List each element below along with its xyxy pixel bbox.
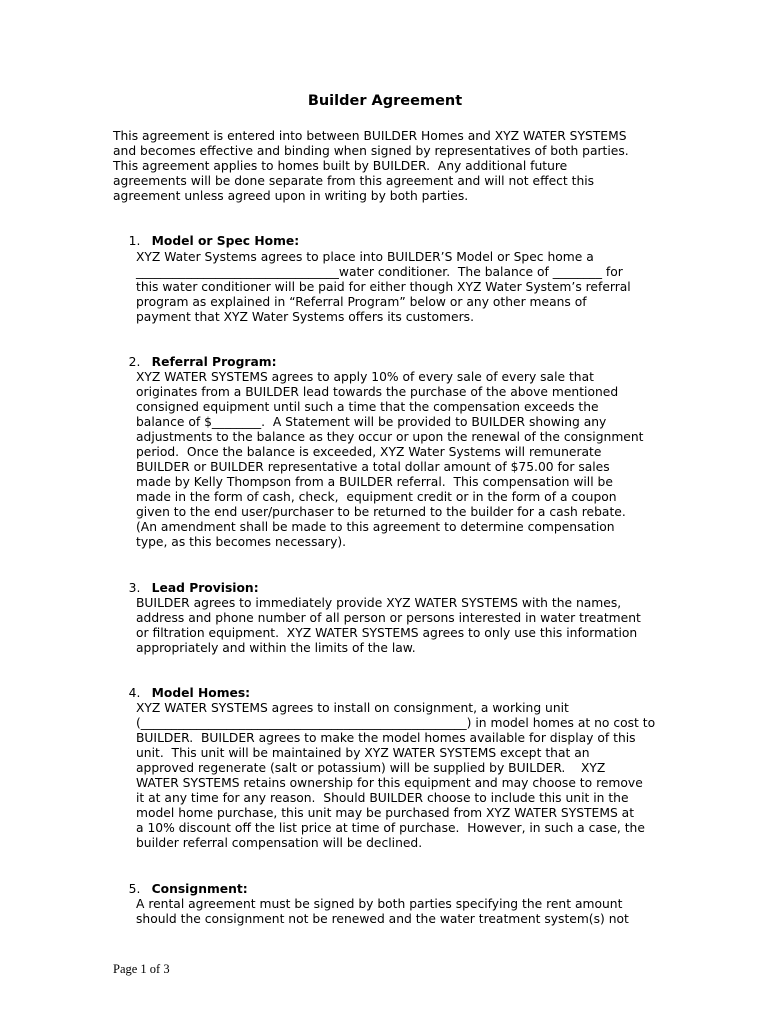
section-line: XYZ WATER SYSTEMS agrees to apply 10% of every sale of every sale that bbox=[136, 370, 594, 384]
section-number: 3. bbox=[128, 581, 141, 595]
section-line: model home purchase, this unit may be purchased from XYZ WATER SYSTEMS at bbox=[136, 806, 635, 820]
section-line: program as explained in “Referral Program” below or any other means of bbox=[136, 295, 587, 309]
section-heading-label: Consignment: bbox=[151, 882, 248, 896]
section-body-model-homes bbox=[136, 701, 655, 851]
document-title: Builder Agreement bbox=[307, 93, 463, 109]
section-line: adjustments to the balance as they occur or upon the renewal of the consignment bbox=[136, 430, 644, 444]
section-body-lead-provision bbox=[136, 596, 641, 656]
section-line: balance of $________. A Statement will be provided to BUILDER showing any bbox=[136, 415, 607, 429]
section-heading-label: Model or Spec Home: bbox=[151, 234, 300, 248]
section-line: XYZ Water Systems agrees to place into BUILDER’S Model or Spec home a bbox=[136, 250, 594, 264]
section-line: type, as this becomes necessary). bbox=[136, 535, 347, 549]
section-line: made in the form of cash, check, equipment credit or in the form of a coupon bbox=[136, 490, 617, 504]
section-body-referral-program bbox=[136, 370, 643, 550]
section-body-model-or-spec-home bbox=[136, 250, 631, 325]
section-number: 5. bbox=[128, 882, 141, 896]
section-line: it at any time for any reason. Should BUILDER choose to include this unit in the bbox=[136, 791, 629, 805]
section-line: BUILDER or BUILDER representative a total dollar amount of $75.00 for sales bbox=[136, 460, 610, 474]
section-line: (An amendment shall be made to this agreement to determine compensation bbox=[136, 520, 615, 534]
section-line: should the consignment not be renewed and the water treatment system(s) not bbox=[136, 912, 629, 926]
section-line: originates from a BUILDER lead towards the purchase of the above mentioned bbox=[136, 385, 619, 399]
section-line: (_____________________________________________________) in model homes at no cost to bbox=[136, 716, 656, 730]
section-line: this water conditioner will be paid for either though XYZ Water System’s referral bbox=[136, 280, 631, 294]
section-line: approved regenerate (salt or potassium) will be supplied by BUILDER. XYZ bbox=[136, 761, 606, 775]
section-heading-label: Referral Program: bbox=[151, 355, 277, 369]
intro-line: and becomes effective and binding when signed by representatives of both parties. bbox=[113, 144, 629, 158]
section-line: given to the end user/purchaser to be returned to the builder for a cash rebate. bbox=[136, 505, 626, 519]
section-line: BUILDER agrees to immediately provide XYZ WATER SYSTEMS with the names, bbox=[136, 596, 622, 610]
section-line: period. Once the balance is exceeded, XYZ Water Systems will remunerate bbox=[136, 445, 602, 459]
page-number-footer: Page 1 of 3 bbox=[113, 962, 170, 976]
section-line: A rental agreement must be signed by both parties specifying the rent amount bbox=[136, 897, 623, 911]
section-line: appropriately and within the limits of the law. bbox=[136, 641, 416, 655]
section-line: builder referral compensation will be declined. bbox=[136, 836, 423, 850]
section-line: XYZ WATER SYSTEMS agrees to install on consignment, a working unit bbox=[136, 701, 569, 715]
section-line: WATER SYSTEMS retains ownership for this equipment and may choose to remove bbox=[136, 776, 643, 790]
section-line: or filtration equipment. XYZ WATER SYSTEMS agrees to only use this information bbox=[136, 626, 638, 640]
section-line: consigned equipment until such a time that the compensation exceeds the bbox=[136, 400, 599, 414]
section-number: 2. bbox=[128, 355, 141, 369]
section-line: unit. This unit will be maintained by XYZ WATER SYSTEMS except that an bbox=[136, 746, 590, 760]
section-heading-label: Model Homes: bbox=[151, 686, 251, 700]
intro-line: This agreement is entered into between BUILDER Homes and XYZ WATER SYSTEMS bbox=[113, 129, 627, 143]
section-line: _________________________________water conditioner. The balance of ________ for bbox=[136, 265, 623, 279]
intro-line: agreement unless agreed upon in writing by both parties. bbox=[113, 189, 469, 203]
section-number: 1. bbox=[128, 234, 141, 248]
section-line: BUILDER. BUILDER agrees to make the model homes available for display of this bbox=[136, 731, 636, 745]
section-line: a 10% discount off the list price at time of purchase. However, in such a case, the bbox=[136, 821, 645, 835]
intro-line: This agreement applies to homes built by BUILDER. Any additional future bbox=[113, 159, 568, 173]
intro-paragraph bbox=[113, 129, 653, 204]
intro-line: agreements will be done separate from this agreement and will not effect this bbox=[113, 174, 595, 188]
section-line: payment that XYZ Water Systems offers its customers. bbox=[136, 310, 474, 324]
section-line: address and phone number of all person or persons interested in water treatment bbox=[136, 611, 641, 625]
section-heading-label: Lead Provision: bbox=[151, 581, 259, 595]
section-number: 4. bbox=[128, 686, 141, 700]
section-body-consignment bbox=[136, 897, 629, 927]
section-line: made by Kelly Thompson from a BUILDER referral. This compensation will be bbox=[136, 475, 613, 489]
